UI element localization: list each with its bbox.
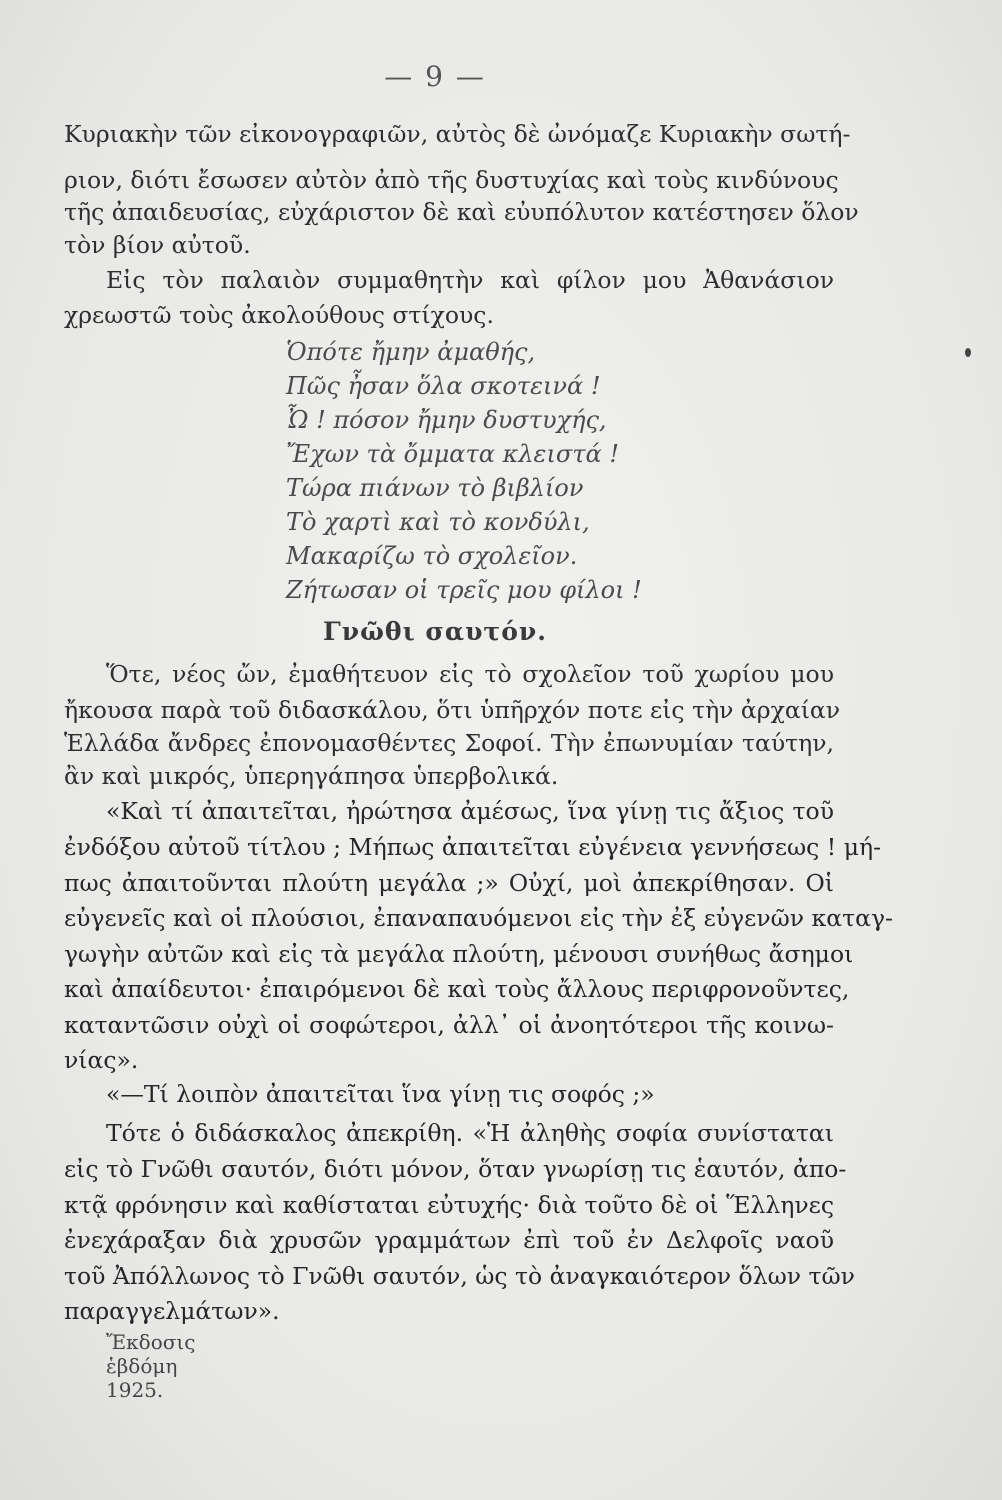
text-line: χρεωστῶ τοὺς ἀκολούθους στίχους.: [64, 301, 494, 329]
poem-line: Ὁπότε ἤμην ἀμαθής,: [286, 338, 536, 366]
poem-line: Μακαρίζω τὸ σχολεῖον.: [286, 542, 578, 570]
text-line: κτᾷ φρόνησιν καὶ καθίσταται εὐτυχής· διὰ τοῦτο δὲ οἱ Ἕλληνες: [64, 1191, 834, 1219]
poem-line: Τὸ χαρτὶ καὶ τὸ κονδύλι,: [286, 508, 590, 536]
text-line: ριον, διότι ἔσωσεν αὐτὸν ἀπὸ τῆς δυστυχίας καὶ τοὺς κινδύνους: [64, 166, 839, 194]
poem-line: Πῶς ἦσαν ὅλα σκοτεινά !: [286, 372, 601, 400]
text-line: «Καὶ τί ἀπαιτεῖται, ἠρώτησα ἀμέσως, ἵνα γίνῃ τις ἄξιος τοῦ: [106, 797, 834, 825]
text-line: Κυριακὴν τῶν εἰκονογραφιῶν, αὐτὸς δὲ ὠνόμαζε Κυριακὴν σωτή-: [64, 120, 851, 148]
poem-line: Ἔχων τὰ ὄμματα κλειστά !: [286, 440, 619, 468]
text-line: γωγὴν αὐτῶν καὶ εἰς τὰ μεγάλα πλούτη, μένουσι συνήθως ἄσημοι: [64, 940, 854, 968]
text-line: τὸν βίον αὐτοῦ.: [64, 231, 251, 259]
text-line: τοῦ Ἀπόλλωνος τὸ Γνῶθι σαυτόν, ὡς τὸ ἀναγκαιότερον ὅλων τῶν: [64, 1262, 855, 1290]
text-line: ἂν καὶ μικρός, ὑπερηγάπησα ὑπερβολικά.: [64, 762, 559, 790]
text-line: ἐνεχάραξαν διὰ χρυσῶν γραμμάτων ἐπὶ τοῦ ἐν Δελφοῖς ναοῦ: [64, 1226, 834, 1254]
text-line: Τότε ὁ διδάσκαλος ἀπεκρίθη. «Ἡ ἀληθὴς σοφία συνίσταται: [106, 1119, 834, 1147]
edition-note: Ἔκδοσις ἑβδόμη 1925.: [106, 1330, 196, 1402]
text-line: πως ἀπαιτοῦνται πλούτη μεγάλα ;» Οὐχί, μοὶ ἀπεκρίθησαν. Οἱ: [64, 869, 834, 897]
text-line: εὐγενεῖς καὶ οἱ πλούσιοι, ἐπαναπαυόμενοι εἰς τὴν ἐξ εὐγενῶν καταγ-: [64, 904, 893, 932]
text-line: παραγγελμάτων».: [64, 1297, 280, 1325]
poem-line: Τώρα πιάνων τὸ βιβλίον: [286, 474, 584, 502]
text-line: Ὅτε, νέος ὤν, ἐμαθήτευον εἰς τὸ σχολεῖον τοῦ χωρίου μου: [106, 660, 834, 688]
text-line: ἤκουσα παρὰ τοῦ διδασκάλου, ὅτι ὑπῆρχόν ποτε εἰς τὴν ἀρχαίαν: [64, 696, 841, 724]
text-line: τῆς ἀπαιδευσίας, εὐχάριστον δὲ καὶ εὐυπόλυτον κατέστησεν ὅλον: [64, 198, 859, 226]
poem-line: Ὦ ! πόσον ἤμην δυστυχής,: [286, 406, 607, 434]
text-line: Ἑλλάδα ἄνδρες ἐπονομασθέντες Σοφοί. Τὴν ἐπωνυμίαν ταύτην,: [64, 729, 834, 757]
text-line: καὶ ἀπαίδευτοι· ἐπαιρόμενοι δὲ καὶ τοὺς ἄλλους περιφρονοῦντες,: [64, 975, 850, 1003]
text-line: ἐνδόξου αὐτοῦ τίτλου ; Μήπως ἀπαιτεῖται εὐγένεια γεννήσεως ! μή-: [64, 833, 882, 861]
poem-line: Ζήτωσαν οἱ τρεῖς μου φίλοι !: [286, 576, 642, 604]
text-line: νίας».: [64, 1046, 139, 1074]
text-line: Εἰς τὸν παλαιὸν συμμαθητὴν καὶ φίλον μου Ἀθανάσιον: [106, 266, 834, 294]
page-number: — 9 —: [384, 60, 486, 93]
section-heading: Γνῶθι σαυτόν.: [323, 617, 547, 646]
text-line: εἰς τὸ Γνῶθι σαυτόν, διότι μόνον, ὅταν γνωρίσῃ τις ἑαυτόν, ἀπο-: [64, 1155, 847, 1183]
text-line: καταντῶσιν οὐχὶ οἱ σοφώτεροι, ἀλλ᾽ οἱ ἀνοητότεροι τῆς κοινω-: [64, 1011, 834, 1039]
ink-spot: [965, 348, 971, 357]
text-line: «—Τί λοιπὸν ἀπαιτεῖται ἵνα γίνῃ τις σοφός ;»: [106, 1080, 655, 1108]
